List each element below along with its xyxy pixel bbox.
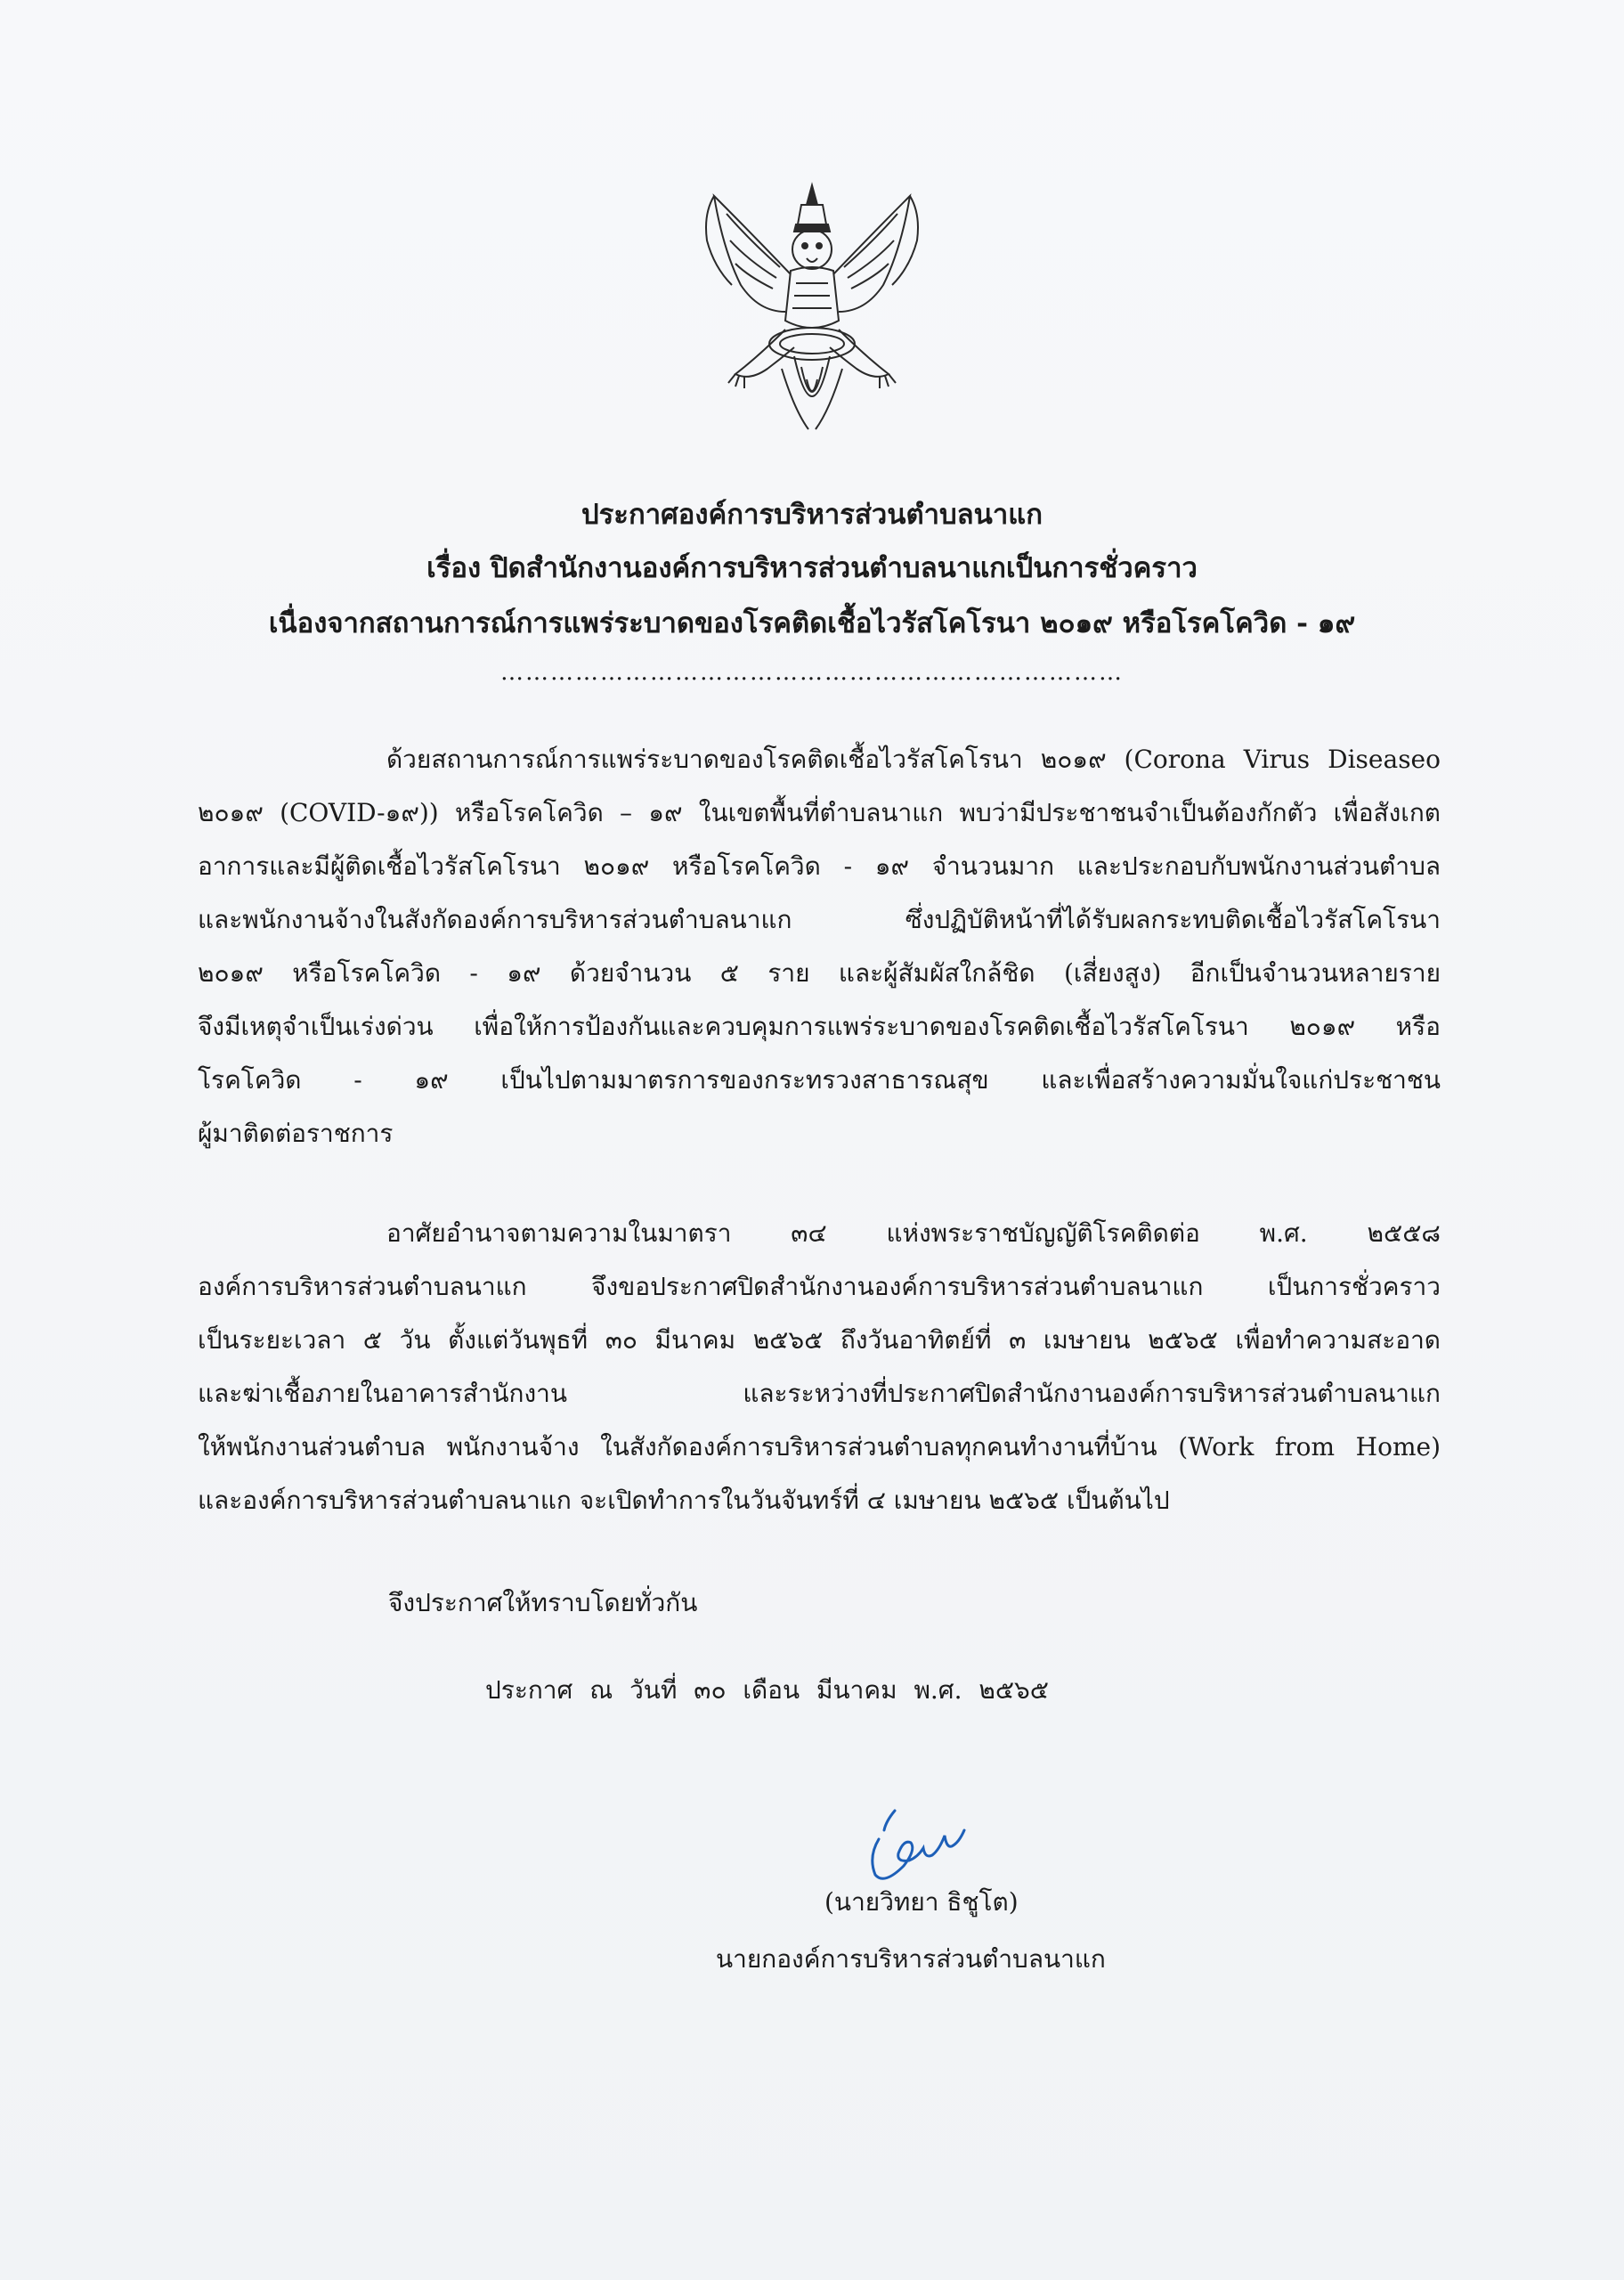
announcement-date: ประกาศ ณ วันที่ ๓๐ เดือน มีนาคม พ.ศ. ๒๕๖๕: [485, 1675, 1049, 1705]
paragraph-line: และองค์การบริหารส่วนตำบลนาแก จะเปิดทำการในวันจันทร์ที่ ๔ เมษายน ๒๕๖๕ เป็นต้นไป: [198, 1486, 1170, 1515]
signer-name: (นายวิทยา ธิชูโต): [824, 1887, 1019, 1917]
announcement-reason: เนื่องจากสถานการณ์การแพร่ระบาดของโรคติดเชื้อไวรัสโคโรนา ๒๐๑๙ หรือโรคโควิด - ๑๙: [268, 607, 1356, 639]
paragraph-line: จึงมีเหตุจำเป็นเร่งด่วน เพื่อให้การป้องกันและควบคุมการแพร่ระบาดของโรคติดเชื้อไวรัสโคโรนา ๒๐๑๙ หรือ: [198, 1012, 1441, 1041]
closing-statement: จึงประกาศให้ทราบโดยทั่วกัน: [388, 1588, 698, 1617]
garuda-emblem-icon: [696, 178, 928, 445]
announcement-subject: เรื่อง ปิดสำนักงานองค์การบริหารส่วนตำบลนาแกเป็นการชั่วคราว: [426, 552, 1198, 584]
paragraph-line: อาศัยอำนาจตามความในมาตรา ๓๔ แห่งพระราชบัญญัติโรคติดต่อ พ.ศ. ๒๕๕๘: [386, 1218, 1441, 1248]
paragraph-line: ๒๐๑๙ หรือโรคโควิด - ๑๙ ด้วยจำนวน ๕ ราย และผู้สัมผัสใกล้ชิด (เสี่ยงสูง) อีกเป็นจำนวนหลายราย: [198, 958, 1441, 988]
paragraph-line: ด้วยสถานการณ์การแพร่ระบาดของโรคติดเชื้อไวรัสโคโรนา ๒๐๑๙ (Corona Virus Diseaseo: [386, 745, 1441, 774]
paragraph-line: และพนักงานจ้างในสังกัดองค์การบริหารส่วนตำบลนาแก ซึ่งปฏิบัติหน้าที่ได้รับผลกระทบติดเชื้อไวรัสโคโรนา: [198, 905, 1441, 934]
paragraph-line: ๒๐๑๙ (COVID-๑๙)) หรือโรคโควิด – ๑๙ ในเขตพื้นที่ตำบลนาแก พบว่ามีประชาชนจำเป็นต้องกักตัว เพื่อสังเกต: [198, 798, 1441, 827]
paragraph-line: เป็นระยะเวลา ๕ วัน ตั้งแต่วันพุธที่ ๓๐ มีนาคม ๒๕๖๕ ถึงวันอาทิตย์ที่ ๓ เมษายน ๒๕๖๕ เพื่อทำความสะอาด: [198, 1325, 1441, 1355]
paragraph-line: และฆ่าเชื้อภายในอาคารสำนักงาน และระหว่างที่ประกาศปิดสำนักงานองค์การบริหารส่วนตำบลนาแก: [198, 1379, 1441, 1408]
title-separator: …………………………………………………………………: [500, 659, 1124, 686]
signature-icon: [859, 1804, 984, 1888]
paragraph-line: ให้พนักงานส่วนตำบล พนักงานจ้าง ในสังกัดองค์การบริหารส่วนตำบลทุกคนทำงานที่บ้าน (Work from Home): [198, 1432, 1441, 1462]
paragraph-line: ผู้มาติดต่อราชการ: [198, 1119, 394, 1148]
paragraph-line: อาการและมีผู้ติดเชื้อไวรัสโคโรนา ๒๐๑๙ หรือโรคโควิด - ๑๙ จำนวนมาก และประกอบกับพนักงานส่วนตำบล: [198, 851, 1441, 881]
paragraph-line: โรคโควิด - ๑๙ เป็นไปตามมาตรการของกระทรวงสาธารณสุข และเพื่อสร้างความมั่นใจแก่ประชาชน: [198, 1065, 1441, 1095]
paragraph-line: องค์การบริหารส่วนตำบลนาแก จึงขอประกาศปิดสำนักงานองค์การบริหารส่วนตำบลนาแก เป็นการชั่วคราว: [198, 1272, 1441, 1301]
signer-position: นายกองค์การบริหารส่วนตำบลนาแก: [716, 1944, 1106, 1974]
announcement-title: ประกาศองค์การบริหารส่วนตำบลนาแก: [581, 499, 1043, 531]
